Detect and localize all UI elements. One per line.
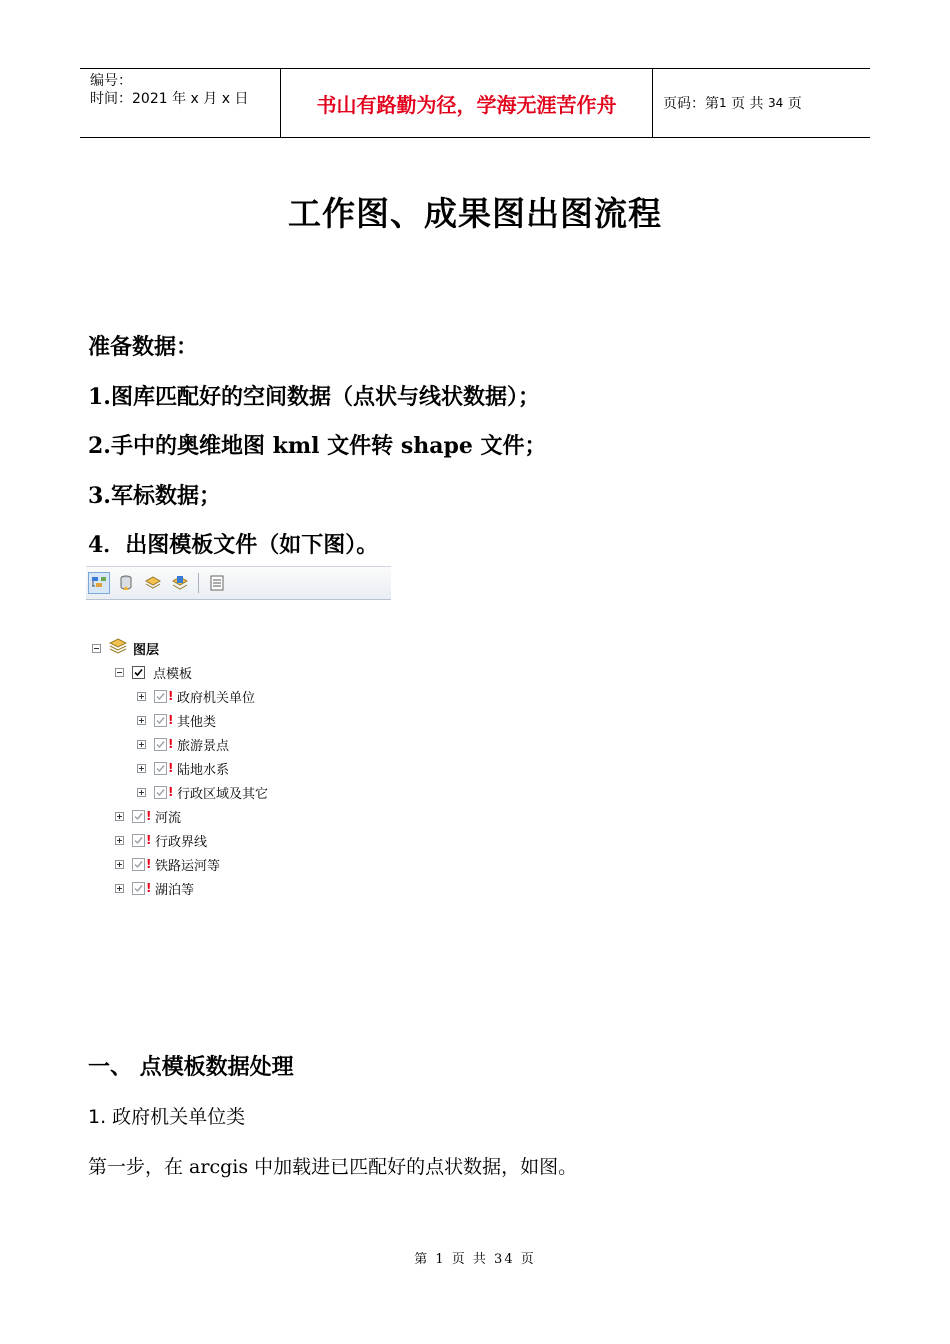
page-mid: 页 共 [731,96,764,112]
toc-panel [86,566,392,898]
checkbox-icon[interactable] [132,858,145,871]
list-by-visibility-icon[interactable] [142,572,164,594]
expand-icon[interactable] [137,764,146,773]
group-layer-label: 点模板 [153,666,193,682]
checkbox-icon[interactable] [154,762,167,775]
layer-label: 湖泊等 [155,882,195,898]
broken-link-icon: ! [146,809,152,823]
layer[interactable] [115,806,181,826]
checkbox-icon[interactable] [154,738,167,751]
broken-link-icon: ! [168,713,174,727]
checkbox-icon[interactable] [132,834,145,847]
header-motto: 书山有路勤为径，学海无涯苦作舟 [280,69,653,137]
list-by-source-icon[interactable] [115,572,137,594]
broken-link-icon: ! [168,689,174,703]
tree-root-label: 图层 [133,642,160,658]
broken-link-icon: ! [146,833,152,847]
tree-root[interactable] [92,638,159,658]
group-layer[interactable] [115,662,192,682]
prep-item-3: 3.军标数据； [88,483,221,509]
child-layer-label: 其他类 [177,714,217,730]
expand-icon[interactable] [137,716,146,725]
toolbar-separator [198,573,199,593]
child-layer[interactable] [137,710,216,730]
toc-toolbar [86,566,391,600]
broken-link-icon: ! [168,761,174,775]
header-meta [80,69,280,137]
doc-number: 编号： [90,73,132,89]
section-heading: 一、 点模板数据处理 [88,1055,294,1080]
child-layer-label: 陆地水系 [177,762,230,778]
checkbox-icon[interactable] [132,666,145,679]
layers-icon [109,638,127,658]
list-by-selection-icon[interactable] [169,572,191,594]
layer[interactable] [115,854,220,874]
page-total: 34 [768,96,784,110]
layer-label: 河流 [155,810,182,826]
page-header [80,68,870,138]
options-icon[interactable] [206,572,228,594]
expand-icon[interactable] [115,884,124,893]
list-by-drawing-order-icon[interactable] [88,572,110,594]
checkbox-icon[interactable] [132,882,145,895]
page-suffix: 页 [787,96,802,112]
child-layer[interactable] [137,734,229,754]
broken-link-icon: ! [168,785,174,799]
checkbox-icon[interactable] [154,786,167,799]
doc-title: 工作图、成果图出图流程 [288,194,662,233]
checkbox-icon[interactable] [132,810,145,823]
page-prefix: 页码：第 [663,96,719,112]
prep-item-2: 2.手中的奥维地图 kml 文件转 shape 文件； [88,433,547,459]
expand-icon[interactable] [137,740,146,749]
layer-label: 行政界线 [155,834,208,850]
collapse-icon[interactable] [92,644,101,653]
expand-icon[interactable] [115,812,124,821]
child-layer-label: 政府机关单位 [177,690,256,706]
broken-link-icon: ! [168,737,174,751]
child-layer[interactable] [137,782,268,802]
expand-icon[interactable] [137,788,146,797]
prep-heading: 准备数据： [88,334,199,360]
checkbox-icon[interactable] [154,714,167,727]
subsection-heading: 1. 政府机关单位类 [88,1106,246,1128]
body-paragraph: 第一步，在 arcgis 中加载进已匹配好的点状数据，如图。 [88,1156,578,1178]
broken-link-icon: ! [146,881,152,895]
page-footer: 第 1 页 共 34 页 [414,1252,536,1267]
checkbox-icon[interactable] [154,690,167,703]
child-layer[interactable] [137,686,255,706]
expand-icon[interactable] [137,692,146,701]
prep-item-1: 1.图库匹配好的空间数据（点状与线状数据）； [88,384,540,410]
expand-icon[interactable] [115,860,124,869]
collapse-icon[interactable] [115,668,124,677]
child-layer-label: 行政区域及其它 [177,786,269,802]
layer-label: 铁路运河等 [155,858,221,874]
layer[interactable] [115,830,207,850]
page-number: 1 [719,96,727,110]
child-layer-label: 旅游景点 [177,738,230,754]
broken-link-icon: ! [146,857,152,871]
doc-time: 时间：2021 年 x 月 x 日 [90,91,249,107]
child-layer[interactable] [137,758,229,778]
prep-item-4: 4．出图模板文件（如下图）。 [88,532,379,558]
expand-icon[interactable] [115,836,124,845]
header-page-info [653,69,870,137]
layer[interactable] [115,878,194,898]
